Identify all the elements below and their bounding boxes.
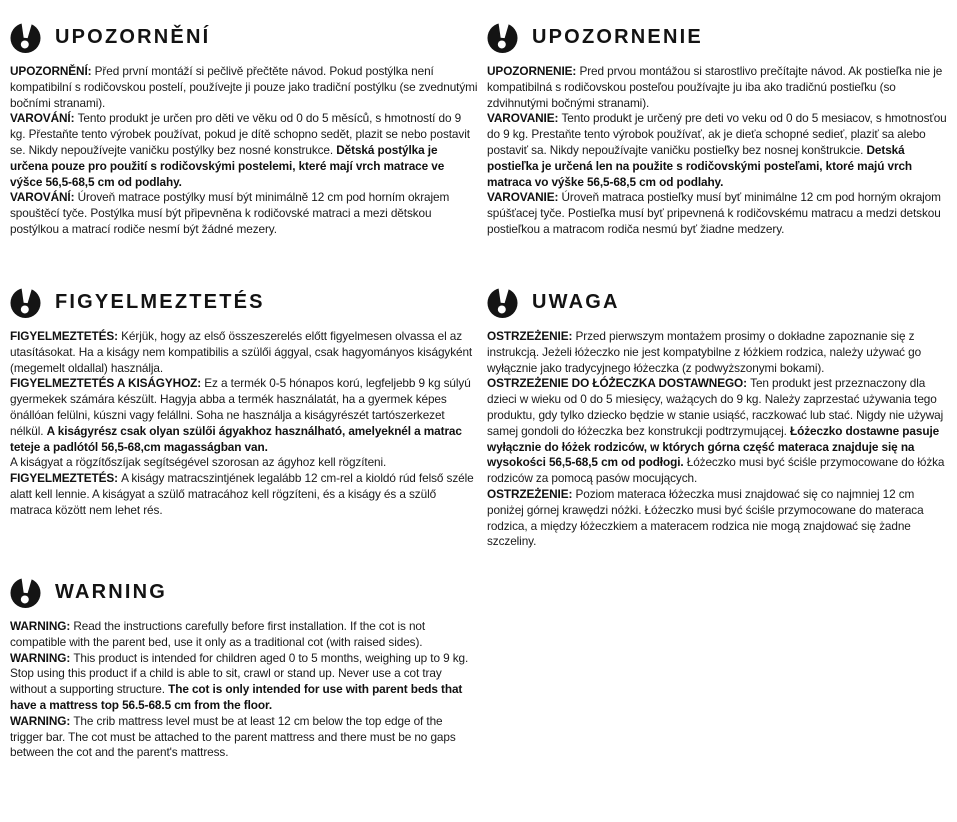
section-warning-polish [487,287,949,550]
section-header [10,22,478,53]
text-run: Ez a termék 0-5 hónapos korú, legfeljebb 9 kg súlyú gyermekek számára készült. Hagyja abba a termék használatát, ha a gyermek képes önállóan felülni, kúszni vagy felállni. Soha ne használja a kiságyrészét tartószerkezet nélkül. [10,376,471,438]
bold-text-run: VAROVÁNÍ: [10,190,78,205]
bold-text-run: UPOZORNENIE: [487,64,580,78]
section-title: UPOZORNENIE [532,26,703,48]
bold-text-run: VAROVÁNÍ: [10,111,78,126]
warning-paragraph [10,714,478,761]
bold-text-run: FIGYELMEZTETÉS A KISÁGYHOZ: [10,376,205,391]
section-body [487,329,949,550]
warning-paragraph [10,455,478,471]
section-body [10,64,478,238]
warning-paragraph [10,64,478,111]
bold-text-run: OSTRZEŻENIE DO ŁÓŻECZKA DOSTAWNEGO: [487,376,751,391]
text-run: Przed pierwszym montażem prosimy o dokładne zapoznanie się z instrukcją. Jeżeli łóżeczko nie jest kompatybilne z łóżkiem rodzica, należy używać go wyłącznie jako tradycyjnego łóżeczka (z podwyższonymi bokami). [487,329,922,375]
text-run: Read the instructions carefully before first installation. If the cot is not compatible with the parent bed, use it only as a traditional cot (with raised sides). [10,619,426,649]
text-run: Tento produkt je určený pre deti vo veku od 0 do 5 mesiacov, s hmotnosťou do 9 kg. Prestaňte tento výrobok používať, ak je dieťa schopné sedieť, plaziť sa alebo postaviť sa. Nikdy nepoužívajte vaničku postieľky bez nosnej konštrukcie. [487,111,947,157]
warning-paragraph [10,376,478,455]
bold-text-run: WARNING: [10,650,74,665]
warning-paragraph [10,111,478,190]
section-body [487,64,949,238]
warning-paragraph [10,651,478,714]
section-title: UWAGA [532,291,620,313]
bold-text-run: OSTRZEŻENIE: [487,329,576,343]
warning-icon [487,22,518,53]
section-title: WARNING [55,581,168,603]
warning-paragraph [487,190,949,237]
bold-text-run: Detská postieľka je určená len na použite s rodičovskými posteľami, ktoré majú vrch matraca vo výške 56,5-68,5 cm od podlahy. [487,142,913,189]
bold-text-run: A kiságyrész csak olyan szülői ágyakhoz használható, amelyeknél a matrac teteje a padlótól 56,5-68,cm magasságban van. [10,423,462,454]
text-run: This product is intended for children aged 0 to 5 months, weighing up to 9 kg. Stop using this product if a child is able to sit, crawl or stand up. Never use a cot tray without a supporting structure. [10,650,469,697]
warning-icon [10,22,41,53]
text-run: Úroveň matraca postieľky musí byť minimálne 12 cm pod horným okrajom spúšťacej tyče. Postieľka musí byť pripevnená k rodičovskému matracu a medzi detskou postieľkou a matracom rodiča nesmú byť žiadne medzery. [487,190,941,236]
text-run: Úroveň matrace postýlky musí být minimálně 12 cm pod horním okrajem spouštěcí tyče. Postýlka musí být připevněna k rodičovské matraci a mezi dětskou postýlkou a matrací rodiče nesmí být žádné mezery. [10,190,450,236]
text-run: Łóżeczko musi być ściśle przymocowane do łóżka rodziców za pomocą pasów mocujących. [487,455,945,486]
text-run: A kiságyat a rögzítőszíjak segítségével szorosan az ágyhoz kell rögzíteni. [10,455,387,470]
bold-text-run: VAROVANIE: [487,190,562,205]
warning-paragraph [10,619,478,651]
section-warning-czech [10,22,478,238]
bold-text-run: The cot is only intended for use with parent beds that have a mattress top 56.5-68.5 cm from the floor. [10,682,463,712]
warning-paragraph [10,329,478,376]
text-run: A kiságy matracszintjének legalább 12 cm-rel a kioldó rúd felső széle alatt kell lennie. A kiságyat a szülő matracához kell rögzíteni, és a kiságy és a szülő matraca között nem lehet rés. [10,471,474,517]
bold-text-run: FIGYELMEZTETÉS: [10,471,122,486]
text-run: Pred prvou montážou si starostlivo prečítajte návod. Ak postieľka nie je kompatibilná s rodičovskou posteľou používajte ju iba ako tradičnú postieľku (so zdvihnutými bočnými stranami). [487,64,943,110]
text-run: The crib mattress level must be at least 12 cm below the top edge of the trigger bar. The cot must be attached to the parent mattress and there must be no gaps between the cot and the parent's mattress. [10,713,456,760]
bold-text-run: WARNING: [10,619,74,633]
section-warning-hungarian [10,287,478,519]
section-header [487,287,949,318]
warning-paragraph [10,190,478,237]
text-run: Kérjük, hogy az első összeszerelés előtt figyelmesen olvassa el az utasításokat. Ha a kiságy nem kompatibilis a szülői ággyal, csak hagyományos kiságyként (megemelt oldallal) használja. [10,329,473,375]
warning-paragraph [487,329,949,376]
warning-paragraph [487,64,949,111]
bold-text-run: VAROVANIE: [487,111,562,126]
section-header [10,287,478,318]
section-title: FIGYELMEZTETÉS [55,291,265,313]
section-body [10,619,478,761]
warning-paragraph [10,471,478,518]
warning-paragraph [487,111,949,190]
text-run: Ten produkt jest przeznaczony dla dzieci w wieku od 0 do 5 miesięcy, ważących do 9 kg. Należy zaprzestać używania tego produktu, gdy tylko dziecko będzie w stanie usiąść, raczkować lub stać. Nigdy nie używaj samej gondoli do łóżeczka bez konstrukcji podtrzymującej. [487,376,944,438]
bold-text-run: Dětská postýlka je určena pouze pro použití s rodičovskými postelemi, které mají vrch matrace ve výšce 56,5-68,5 cm od podlahy. [10,142,445,189]
warning-icon [487,287,518,318]
section-header [487,22,949,53]
bold-text-run: UPOZORNĚNÍ: [10,64,95,78]
section-warning-slovak [487,22,949,238]
section-header [10,577,478,608]
warning-icon [10,287,41,318]
section-warning-english [10,577,478,761]
bold-text-run: Łóżeczko dostawne pasuje wyłącznie do łóżek rodziców, w których górna część materaca znajduje się na wysokości 56,5-68,5 cm od podłogi. [487,423,940,470]
text-run: Poziom materaca łóżeczka musi znajdować się co najmniej 12 cm poniżej górnej krawędzi nóżki. Łóżeczko musi być ściśle przymocowane do materaca rodzica, a między łóżeczkiem a materacem rodzica nie mogą znajdować się żadne szczeliny. [487,486,924,549]
bold-text-run: FIGYELMEZTETÉS: [10,329,122,343]
warning-paragraph [487,487,949,550]
bold-text-run: OSTRZEŻENIE: [487,486,576,501]
section-title: UPOZORNĚNÍ [55,26,211,48]
text-run: Tento produkt je určen pro děti ve věku od 0 do 5 měsíců, s hmotností do 9 kg. Přestaňte tento výrobek používat, pokud je dítě schopno sedět, plazit se nebo postavit se. Nikdy nepoužívejte vaničku postýlky bez nosné konstrukce. [10,111,470,157]
section-body [10,329,478,519]
warning-icon [10,577,41,608]
warning-paragraph [487,376,949,487]
bold-text-run: WARNING: [10,713,74,728]
text-run: Před první montáží si pečlivě přečtěte návod. Pokud postýlka není kompatibilní s rodičovskou postelí, používejte ji pouze jako tradiční postýlku (se zvednutými bočními stranami). [10,64,478,110]
